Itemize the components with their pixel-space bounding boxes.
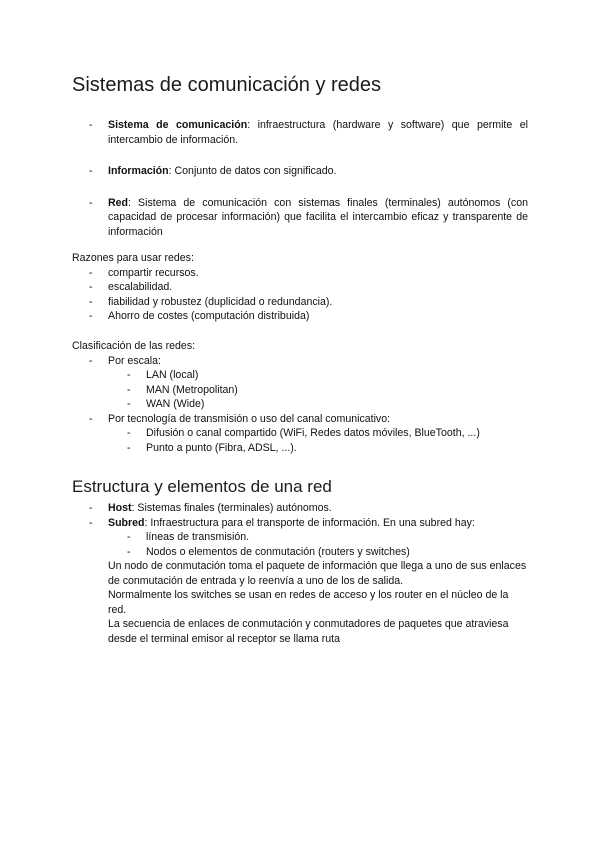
- list-item: - Por tecnología de transmisión o uso del canal comunicativo:: [72, 412, 528, 427]
- reasons-heading: Razones para usar redes:: [72, 252, 194, 264]
- page-title: Sistemas de comunicación y redes: [72, 74, 382, 96]
- subred-term: Subred: [108, 516, 145, 529]
- definition-item: [72, 196, 528, 240]
- paragraph: La secuencia de enlaces de conmutación y conmutadores de paquetes que atraviesa desde el terminal emisor al receptor se llama ruta: [108, 618, 509, 645]
- definition-term: Información: [108, 165, 169, 177]
- section-title: Estructura y elementos de una red: [72, 477, 332, 496]
- list-item: - escalabilidad.: [72, 280, 528, 295]
- definition-text: : Conjunto de datos con significado.: [168, 165, 337, 177]
- sub-list-item: - MAN (Metropolitan): [72, 383, 528, 398]
- host-text: : Sistemas finales (terminales) autónomos.: [131, 502, 332, 514]
- sub-list-item: - Punto a punto (Fibra, ADSL, ...).: [72, 441, 528, 456]
- definition-text: : infraestructura (hardware y software) que permite el intercambio de información.: [108, 119, 528, 146]
- sub-list-item: - líneas de transmisión.: [72, 530, 528, 545]
- list-item: - fiabilidad y robustez (duplicidad o redundancia).: [72, 295, 528, 310]
- list-item: - Ahorro de costes (computación distribuida): [72, 309, 528, 324]
- sub-list-item: - Difusión o canal compartido (WiFi, Redes datos móviles, BlueTooth, ...): [72, 426, 528, 441]
- paragraph: Normalmente los switches se usan en redes de acceso y los router en el núcleo de la red.: [108, 589, 509, 616]
- reasons-section: [72, 251, 528, 324]
- definition-item: [72, 118, 528, 147]
- classification-heading: Clasificación de las redes:: [72, 340, 196, 352]
- sub-list-item: - LAN (local): [72, 368, 528, 383]
- definition-term: Red: [108, 196, 129, 209]
- list-item: [72, 516, 528, 531]
- sub-list-item: - Nodos o elementos de conmutación (routers y switches): [72, 545, 528, 560]
- definitions-list: [72, 118, 528, 239]
- structure-section: [72, 501, 528, 646]
- classification-section: [72, 339, 528, 455]
- definition-text: : Sistema de comunicación con sistemas finales (terminales) autónomos (con capacidad de procesar información) que facilita el intercambio eficaz y transparente de información: [108, 196, 528, 238]
- subred-text: : Infraestructura para el transporte de información. En una subred hay:: [144, 516, 475, 529]
- sub-list-item: - WAN (Wide): [72, 397, 528, 412]
- paragraph: Un nodo de conmutación toma el paquete de información que llega a uno de sus enlaces de conmutación de entrada y lo reenvía a uno de los de salida.: [108, 560, 527, 587]
- definition-item: [72, 164, 528, 179]
- definition-term: Sistema de comunicación: [108, 119, 248, 131]
- host-term: Host: [108, 502, 132, 514]
- list-item: [72, 501, 528, 516]
- list-item: - Por escala:: [72, 354, 528, 369]
- list-item: - compartir recursos.: [72, 266, 528, 281]
